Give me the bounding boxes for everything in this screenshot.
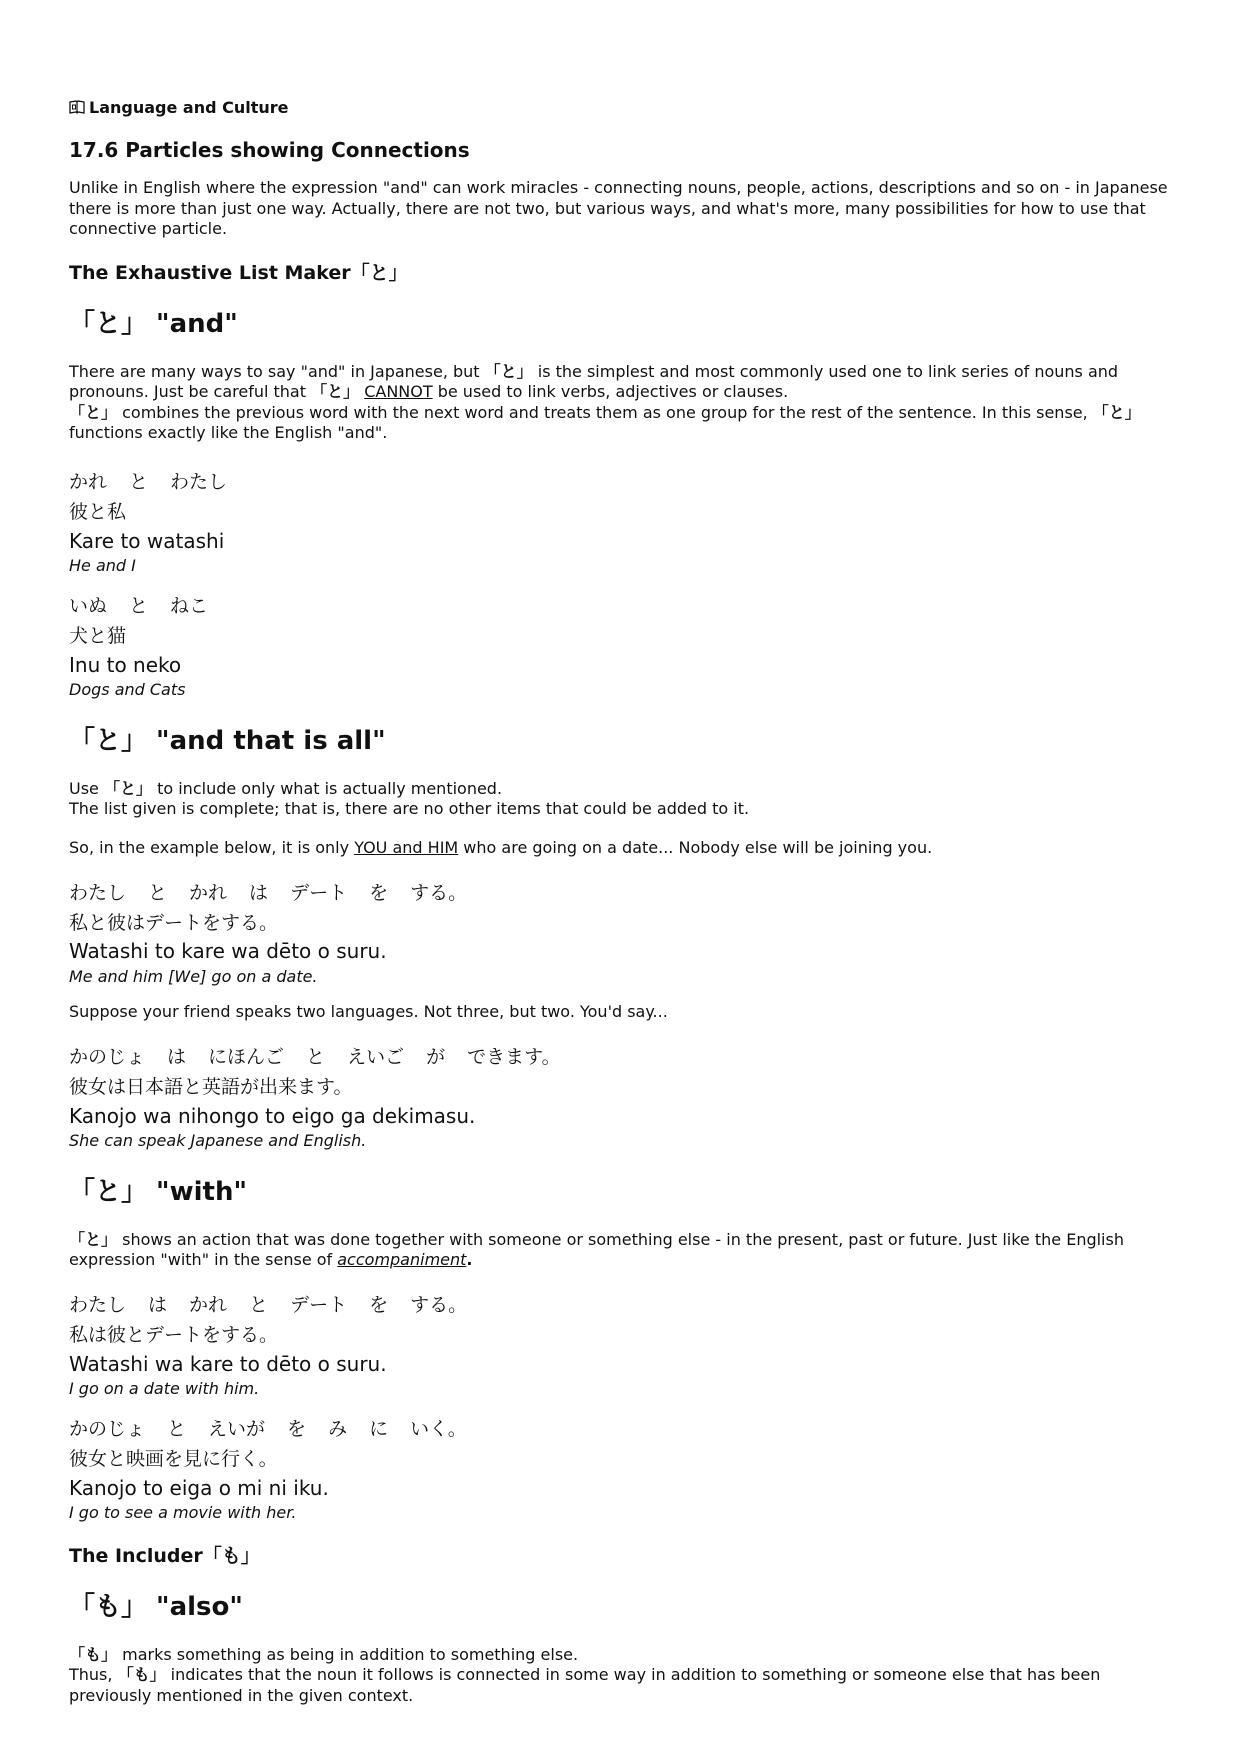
translation-line: He and I (69, 556, 136, 575)
breadcrumb-label: Language and Culture (89, 97, 289, 117)
example-and-all-2 (69, 1041, 1179, 1151)
translation-line: Dogs and Cats (69, 680, 186, 699)
romaji-line: Kare to watashi (69, 528, 225, 553)
translation-line: She can speak Japanese and English. (69, 1131, 367, 1150)
translation-line: Me and him [We] go on a date. (69, 966, 318, 986)
mo-also-paragraph: 「も」 marks something as being in addition to something else. Thus, 「も」 indicates that the noun it follows is connected in some way in addition to something or someone else that has been previously mentioned in the given context. (69, 1644, 1101, 1705)
example-with-1 (69, 1289, 1179, 1399)
to-with-paragraph: 「と」 shows an action that was done together with someone or something else - in the present, past or future. Just like the English expression "with" in the sense of accompaniment. (69, 1229, 1124, 1269)
romaji-line: Kanojo to eiga o mi ni iku. (69, 1475, 329, 1500)
kana-line: いぬ と ねこ (69, 595, 209, 617)
romaji-line: Watashi wa kare to dēto o suru. (69, 1351, 387, 1376)
to-section-heading: The Exhaustive List Maker「と」 (69, 261, 408, 284)
to-and-paragraph: There are many ways to say "and" in Japanese, but 「と」 is the simplest and most commonly used one to link series of nouns and pronouns. Just be careful that 「と」 CANNOT be used to link verbs, adjectives or clauses. 「と」 combines the previous word with the next word and treats them as one group for the rest of the sentence. In this sense, 「と」 functions exactly like the English "and". (69, 361, 1141, 442)
section-title: 17.6 Particles showing Connections (69, 138, 470, 162)
romaji-line: Watashi to kare wa dēto o suru. (69, 939, 387, 963)
example-and-1 (69, 466, 1179, 576)
kanji-line: 彼と私 (69, 501, 127, 523)
to-and-all-title: 「と」 "and that is all" (69, 725, 386, 756)
kanji-line: 犬と猫 (69, 625, 127, 647)
kana-line: かれ と わたし (69, 471, 228, 493)
kana-line: わたし と かれ は デート を する。 (69, 881, 468, 904)
romaji-line: Inu to neko (69, 652, 182, 677)
to-and-title: 「と」 "and" (69, 308, 238, 339)
kana-line: かのじょ は にほんご と えいご が できます。 (69, 1046, 561, 1068)
kanji-line: 彼女は日本語と英語が出来ます。 (69, 1076, 353, 1098)
document-page (69, 96, 1179, 1724)
kana-line: わたし は かれ と デート を する。 (69, 1294, 468, 1316)
example-with-2 (69, 1413, 1179, 1523)
breadcrumb (69, 96, 1179, 118)
kanji-line: 私は彼とデートをする。 (69, 1324, 279, 1346)
book-icon (69, 99, 85, 115)
to-and-all-paragraph-2: So, in the example below, it is only YOU and HIM who are going on a date... Nobody else will be joining you. (69, 837, 933, 857)
translation-line: I go on a date with him. (69, 1379, 260, 1398)
to-and-all-paragraph-3: Suppose your friend speaks two languages. Not three, but two. You'd say... (69, 1002, 668, 1021)
intro-paragraph: Unlike in English where the expression "and" can work miracles - connecting nouns, people, actions, descriptions and so on - in Japanese there is more than just one way. Actually, there are not two, but various ways, and what's more, many possibilities for how to use that connective particle. (69, 178, 1168, 238)
mo-also-title: 「も」 "also" (69, 1591, 243, 1622)
translation-line: I go to see a movie with her. (69, 1503, 297, 1522)
kanji-line: 私と彼はデートをする。 (69, 911, 279, 934)
kana-line: かのじょ と えいが を み に いく。 (69, 1418, 467, 1440)
kanji-line: 彼女と映画を見に行く。 (69, 1448, 278, 1470)
example-and-all-1 (69, 876, 1179, 986)
to-with-title: 「と」 "with" (69, 1176, 248, 1207)
romaji-line: Kanojo wa nihongo to eigo ga dekimasu. (69, 1103, 476, 1128)
example-and-2 (69, 590, 1179, 700)
mo-section-heading: The Includer「も」 (69, 1544, 260, 1567)
to-and-all-paragraph-1: Use 「と」 to include only what is actually mentioned. The list given is complete; that is, there are no other items that could be added to it. (69, 778, 750, 818)
